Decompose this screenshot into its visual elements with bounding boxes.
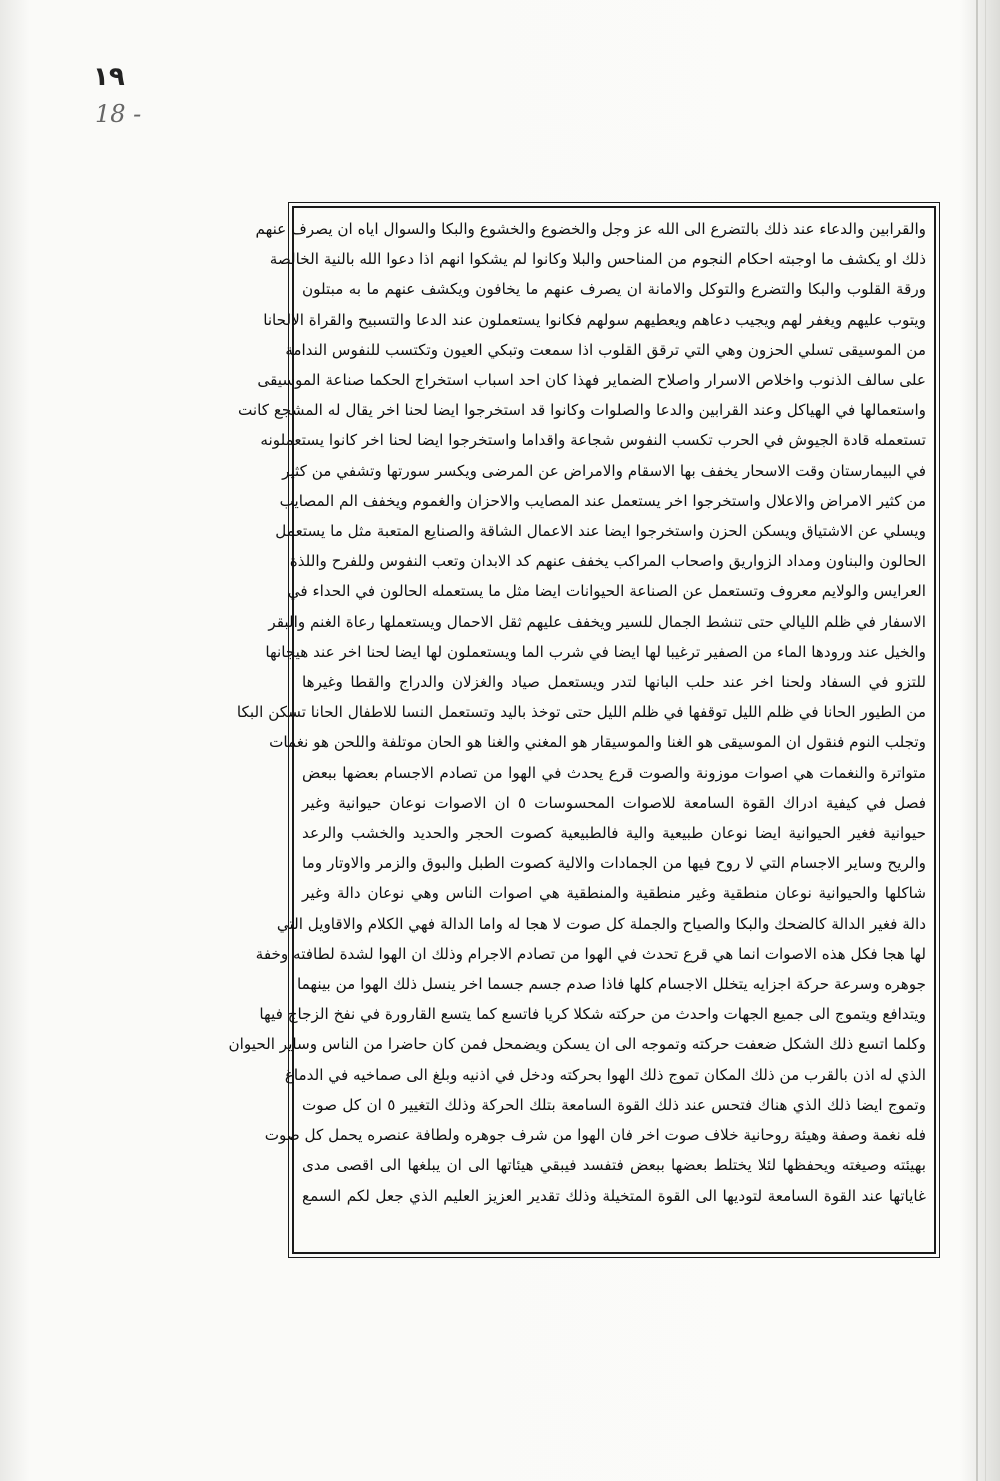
text-line: بهيئته وصيغته ويحفظها لئلا يختلط بعضها ببعض فتفسد فيبقي هيئاتها الى ان يبلغها الى اقصى مدى: [302, 1156, 926, 1175]
text-line: واستعمالها في الهياكل وعند القرابين والدعا والصلوات وكانوا قد استخرجوا ايضا لحنا اخر يقال له المشجع كانت: [238, 401, 926, 420]
folio-number-latin: 18 -: [95, 100, 142, 128]
text-line: جوهره وسرعة حركة اجزايه يتخلل الاجسام كلها فاذا صدم جسم جسما اخر ينسل ذلك الهوا من بينهما: [296, 975, 926, 994]
text-line: حيوانية فغير الحيوانية ايضا نوعان طبيعية والية فالطبيعية كصوت الحجر والحديد والخشب والرعد: [302, 824, 926, 843]
manuscript-text: [228, 214, 927, 1211]
text-line: ذلك او يكشف ما اوجبته احكام النجوم من المناحس والبلا وكانوا لم يشكوا انهم اذا دعوا الله بالنية الخالصة: [269, 250, 926, 269]
text-line: شاكلها والحيوانية نوعان منطقية وغير منطقية والمنطقية هي اصوات الناس وهي نوعان دالة وغير: [302, 884, 926, 903]
text-line: من كثير الامراض والاعلال واستخرجوا اخر يستعمل عند المصايب والاحزان والغموم ويخفف الم المصايب: [279, 491, 926, 510]
text-line: والريح وساير الاجسام التي لا روح فيها من الجمادات والالية كصوت الطبل والبوق والزمر والاوتار وما: [302, 854, 926, 873]
text-line: لها هجا فكل هذه الاصوات انما هي قرع تحدث في الهوا من تصادم الاجرام وذلك ان الهوا لشدة لطافته وخفة: [255, 944, 926, 963]
text-line: الاسفار في ظلم الليالي حتى تنشط الجمال للسير ويخفف عليهم ثقل الاحمال ويستعملها رعاة الغنم والبقر: [268, 612, 926, 631]
text-line: الحالون والبناون ومداد الزواريق واصحاب المراكب يخفف عنهم كد الابدان وتعب النفوس وللفرح واللذة: [289, 552, 926, 571]
text-line: فله نغمة وصفة وهيئة روحانية خلاف صوت اخر فان الهوا من شرف جوهره ولطافة عنصره يحمل كل صوت: [264, 1126, 926, 1145]
text-line: متواترة والنغمات هي اصوات موزونة والصوت قرع يحدث في الهوا من تصادم الاجسام بعضها ببعض: [302, 763, 926, 782]
text-line: للتزو في السفاد ولحنا اخر عند حلب البانها لتدر ويستعمل صياد والغزلان والدراج والقطا وغيرها: [302, 673, 926, 692]
page-edge-line: [976, 0, 978, 1481]
text-line: على سالف الذنوب واخلاص الاسرار واصلاح الضماير فهذا كان احد اسباب استخراج الحكما صناعة الموسيقى: [257, 371, 926, 390]
text-line: وتموج ايضا ذلك الذي هناك فتحس عند ذلك القوة السامعة بتلك الحركة وذلك التغيير ٥ ان كل صوت: [302, 1095, 926, 1114]
page-edge-line-outer: [985, 0, 986, 1481]
text-line: في البيمارستان وقت الاسحار يخفف بها الاسقام والامراض عن المرضى ويكسر سورتها وتشفي من كثير: [282, 461, 926, 480]
text-line: الذي له اذن بالقرب من ذلك المكان تموج ذلك الهوا بحركته ودخل في اذنيه وبلغ الى صماخيه في الدماغ: [284, 1065, 926, 1084]
text-line: ويتدافع ويتموج الى جميع الجهات واحدث من حركته شكلا كريا فاتسع كما يتسع القارورة في نفخ الزجاج فيها: [259, 1005, 926, 1024]
text-line: فصل في كيفية ادراك القوة السامعة للاصوات المحسوسات ٥ ان الاصوات نوعان حيوانية وغير: [302, 793, 927, 812]
text-line: والخيل عند ورودها الماء من الصفير ترغيبا لها ايضا في شرب الما ويستعملون لها ايضا لحنا اخر عند هيجانها: [265, 642, 926, 661]
text-line: وكلما اتسع ذلك الشكل ضعفت حركته وتموجه الى ان يسكن ويضمحل فمن كان حاضرا من الناس وساير الحيوان: [228, 1035, 926, 1054]
text-line: ورقة القلوب والبكا والتضرع والتوكل والامانة ان يصرف عنهم ما يخافون ويكشف عنهم ما به مبتلون: [302, 280, 926, 299]
text-block-frame: [228, 206, 936, 1254]
text-line: غاياتها عند القوة السامعة لتوديها الى القوة المتخيلة وذلك تقدير العزيز العليم الذي جعل لكم السمع: [302, 1186, 926, 1205]
text-line: ويتوب عليهم ويغفر لهم ويجيب دعاهم ويعطيهم سولهم فكانوا يستعملون عند الدعا والتسبيح والقراة الالحانا: [263, 310, 926, 329]
folio-number-arabic: ١٩: [93, 62, 125, 92]
text-line: وتجلب النوم فنقول ان الموسيقى هو الغنا والموسيقار هو المغني والغنا هو الحان موتلفة واللحن هو نغمات: [269, 733, 926, 752]
text-line: دالة فغير الدالة كالضحك والبكا والصياح والجملة كل صوت لا هجا له واما الدالة فهي الكلام والاقاويل التي: [276, 914, 926, 933]
text-line: والقرابين والدعاء عند ذلك بالتضرع الى الله عز وجل والخضوع والخشوع والبكا والسوال اياه ان يصرف عنهم: [255, 220, 926, 238]
text-line: تستعمله قادة الجيوش في الحرب تكسب النفوس شجاعة واقداما واستخرجوا ايضا لحنا اخر كانوا يستعملونه: [260, 431, 926, 450]
text-line: ويسلي عن الاشتياق ويسكن الحزن واستخرجوا ايضا عند الاعمال الشاقة والصنايع المتعبة مثل ما يستعمل: [275, 522, 926, 541]
text-line: من الموسيقى تسلي الحزون وهي التي ترقق القلوب اذا سمعت وتبكي العيون وتكتسب للنفوس الندامة: [285, 340, 926, 359]
text-line: العرايس والولايم معروف وتستعمل عن الصناعة الحيوانات ايضا مثل ما يستعمله الحالون في الحداء في: [287, 582, 926, 601]
text-line: من الطيور الحانا في ظلم الليل توقفها في ظلم الليل حتى توخذ باليد وتستعمل النسا للاطفال الحانا تسكن البكا: [236, 703, 926, 722]
